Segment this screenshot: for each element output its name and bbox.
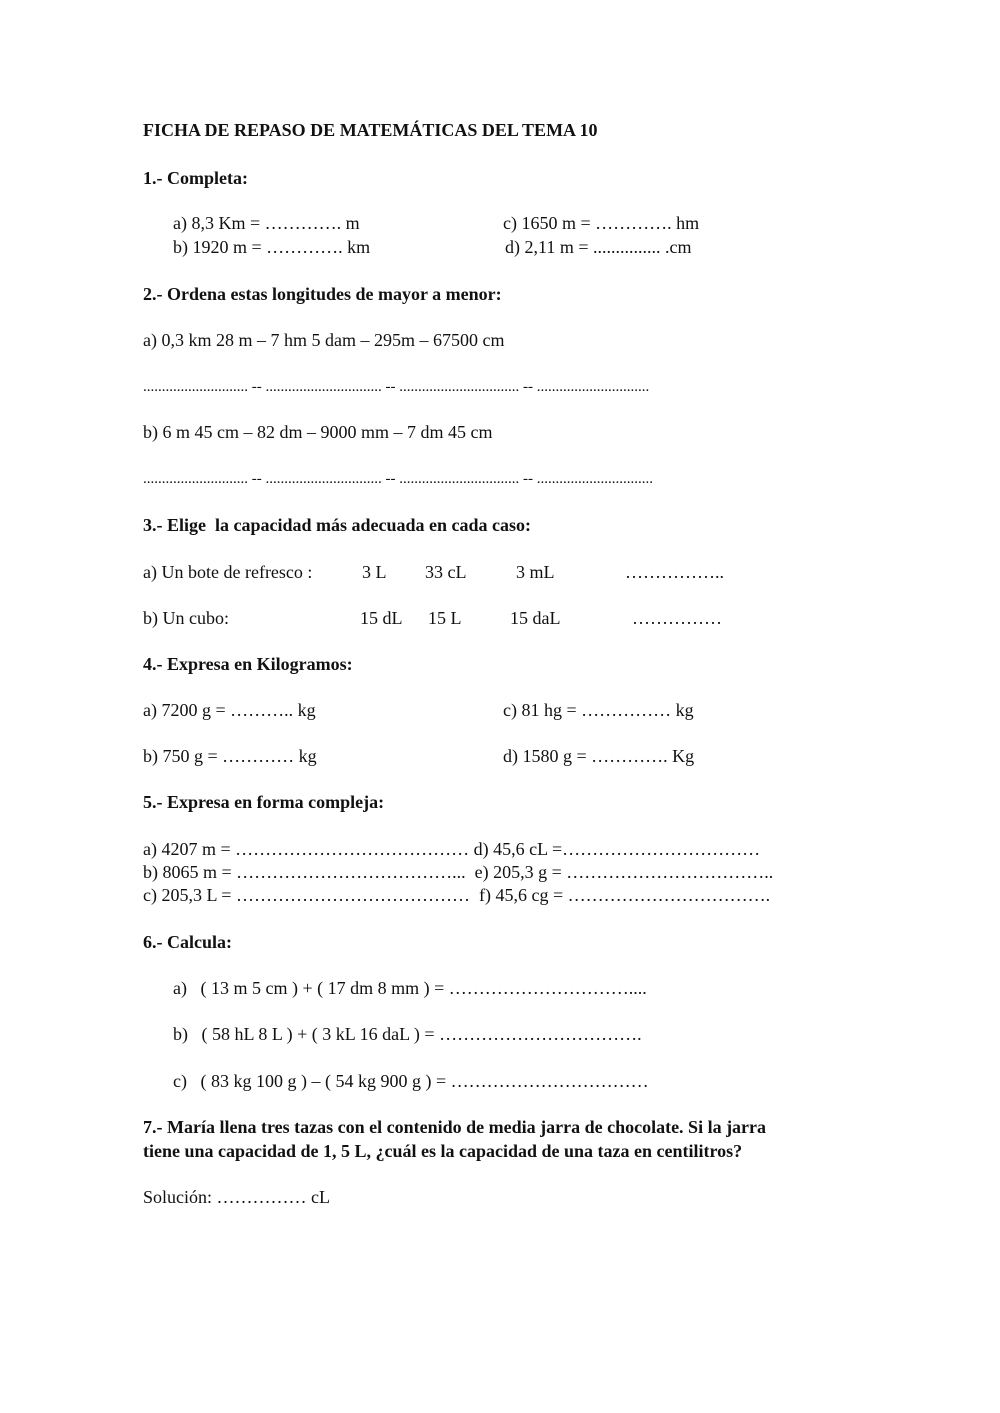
section-3-heading: 3.- Elige la capacidad más adecuada en cada caso:: [143, 515, 532, 535]
exercise-3a-label: a) Un bote de refresco :: [143, 562, 313, 582]
exercise-2b: b) 6 m 45 cm – 82 dm – 9000 mm – 7 dm 45 cm: [143, 422, 493, 442]
exercise-3a-option-2: 33 cL: [425, 562, 467, 582]
exercise-4a: a) 7200 g = ……….. kg: [143, 700, 316, 720]
section-2-heading: 2.- Ordena estas longitudes de mayor a menor:: [143, 284, 502, 304]
exercise-3b-blank: ……………: [632, 608, 722, 628]
section-4-heading: 4.- Expresa en Kilogramos:: [143, 654, 353, 674]
exercise-3a-blank: ……………..: [625, 562, 724, 582]
exercise-6c: c) ( 83 kg 100 g ) – ( 54 kg 900 g ) = ……………………………: [173, 1071, 649, 1091]
exercise-3b-option-3: 15 daL: [510, 608, 561, 628]
problem-7-line-2: tiene una capacidad de 1, 5 L, ¿cuál es la capacidad de una taza en centilitros?: [143, 1141, 743, 1161]
exercise-1a: a) 8,3 Km = …………. m: [173, 213, 360, 233]
exercise-1d: d) 2,11 m = ............... .cm: [505, 237, 692, 257]
exercise-3b-label: b) Un cubo:: [143, 608, 229, 628]
exercise-4b: b) 750 g = ………… kg: [143, 746, 317, 766]
exercise-4c: c) 81 hg = …………… kg: [503, 700, 694, 720]
exercise-3a-option-3: 3 mL: [516, 562, 555, 582]
exercise-6b: b) ( 58 hL 8 L ) + ( 3 kL 16 daL ) = …………………………….: [173, 1024, 642, 1044]
section-6-heading: 6.- Calcula:: [143, 932, 232, 952]
exercise-2a: a) 0,3 km 28 m – 7 hm 5 dam – 295m – 67500 cm: [143, 330, 505, 350]
exercise-3b-option-1: 15 dL: [360, 608, 403, 628]
problem-7-solution: Solución: …………… cL: [143, 1187, 330, 1207]
exercise-5-row-a-d: a) 4207 m = ………………………………… d) 45,6 cL =……………………………: [143, 839, 761, 859]
exercise-2a-answer-line: ............................ -- ............................... -- ................................ -- ..............................: [143, 379, 650, 395]
exercise-3a-option-1: 3 L: [362, 562, 387, 582]
exercise-1c: c) 1650 m = …………. hm: [503, 213, 700, 233]
exercise-5-row-c-f: c) 205,3 L = ………………………………… f) 45,6 cg = …………………………….: [143, 885, 771, 905]
page-title: FICHA DE REPASO DE MATEMÁTICAS DEL TEMA 10: [143, 120, 598, 140]
exercise-3b-option-2: 15 L: [428, 608, 462, 628]
exercise-2b-answer-line: ............................ -- ............................... -- ................................ -- ...............................: [143, 471, 653, 487]
exercise-5-row-b-e: b) 8065 m = ………………………………... e) 205,3 g = ……………………………..: [143, 862, 774, 882]
exercise-4d: d) 1580 g = …………. Kg: [503, 746, 695, 766]
section-5-heading: 5.- Expresa en forma compleja:: [143, 792, 385, 812]
problem-7-line-1: 7.- María llena tres tazas con el contenido de media jarra de chocolate. Si la jarra: [143, 1117, 767, 1137]
exercise-6a: a) ( 13 m 5 cm ) + ( 17 dm 8 mm ) = …………………………....: [173, 978, 647, 998]
exercise-1b: b) 1920 m = …………. km: [173, 237, 371, 257]
section-1-heading: 1.- Completa:: [143, 168, 248, 188]
